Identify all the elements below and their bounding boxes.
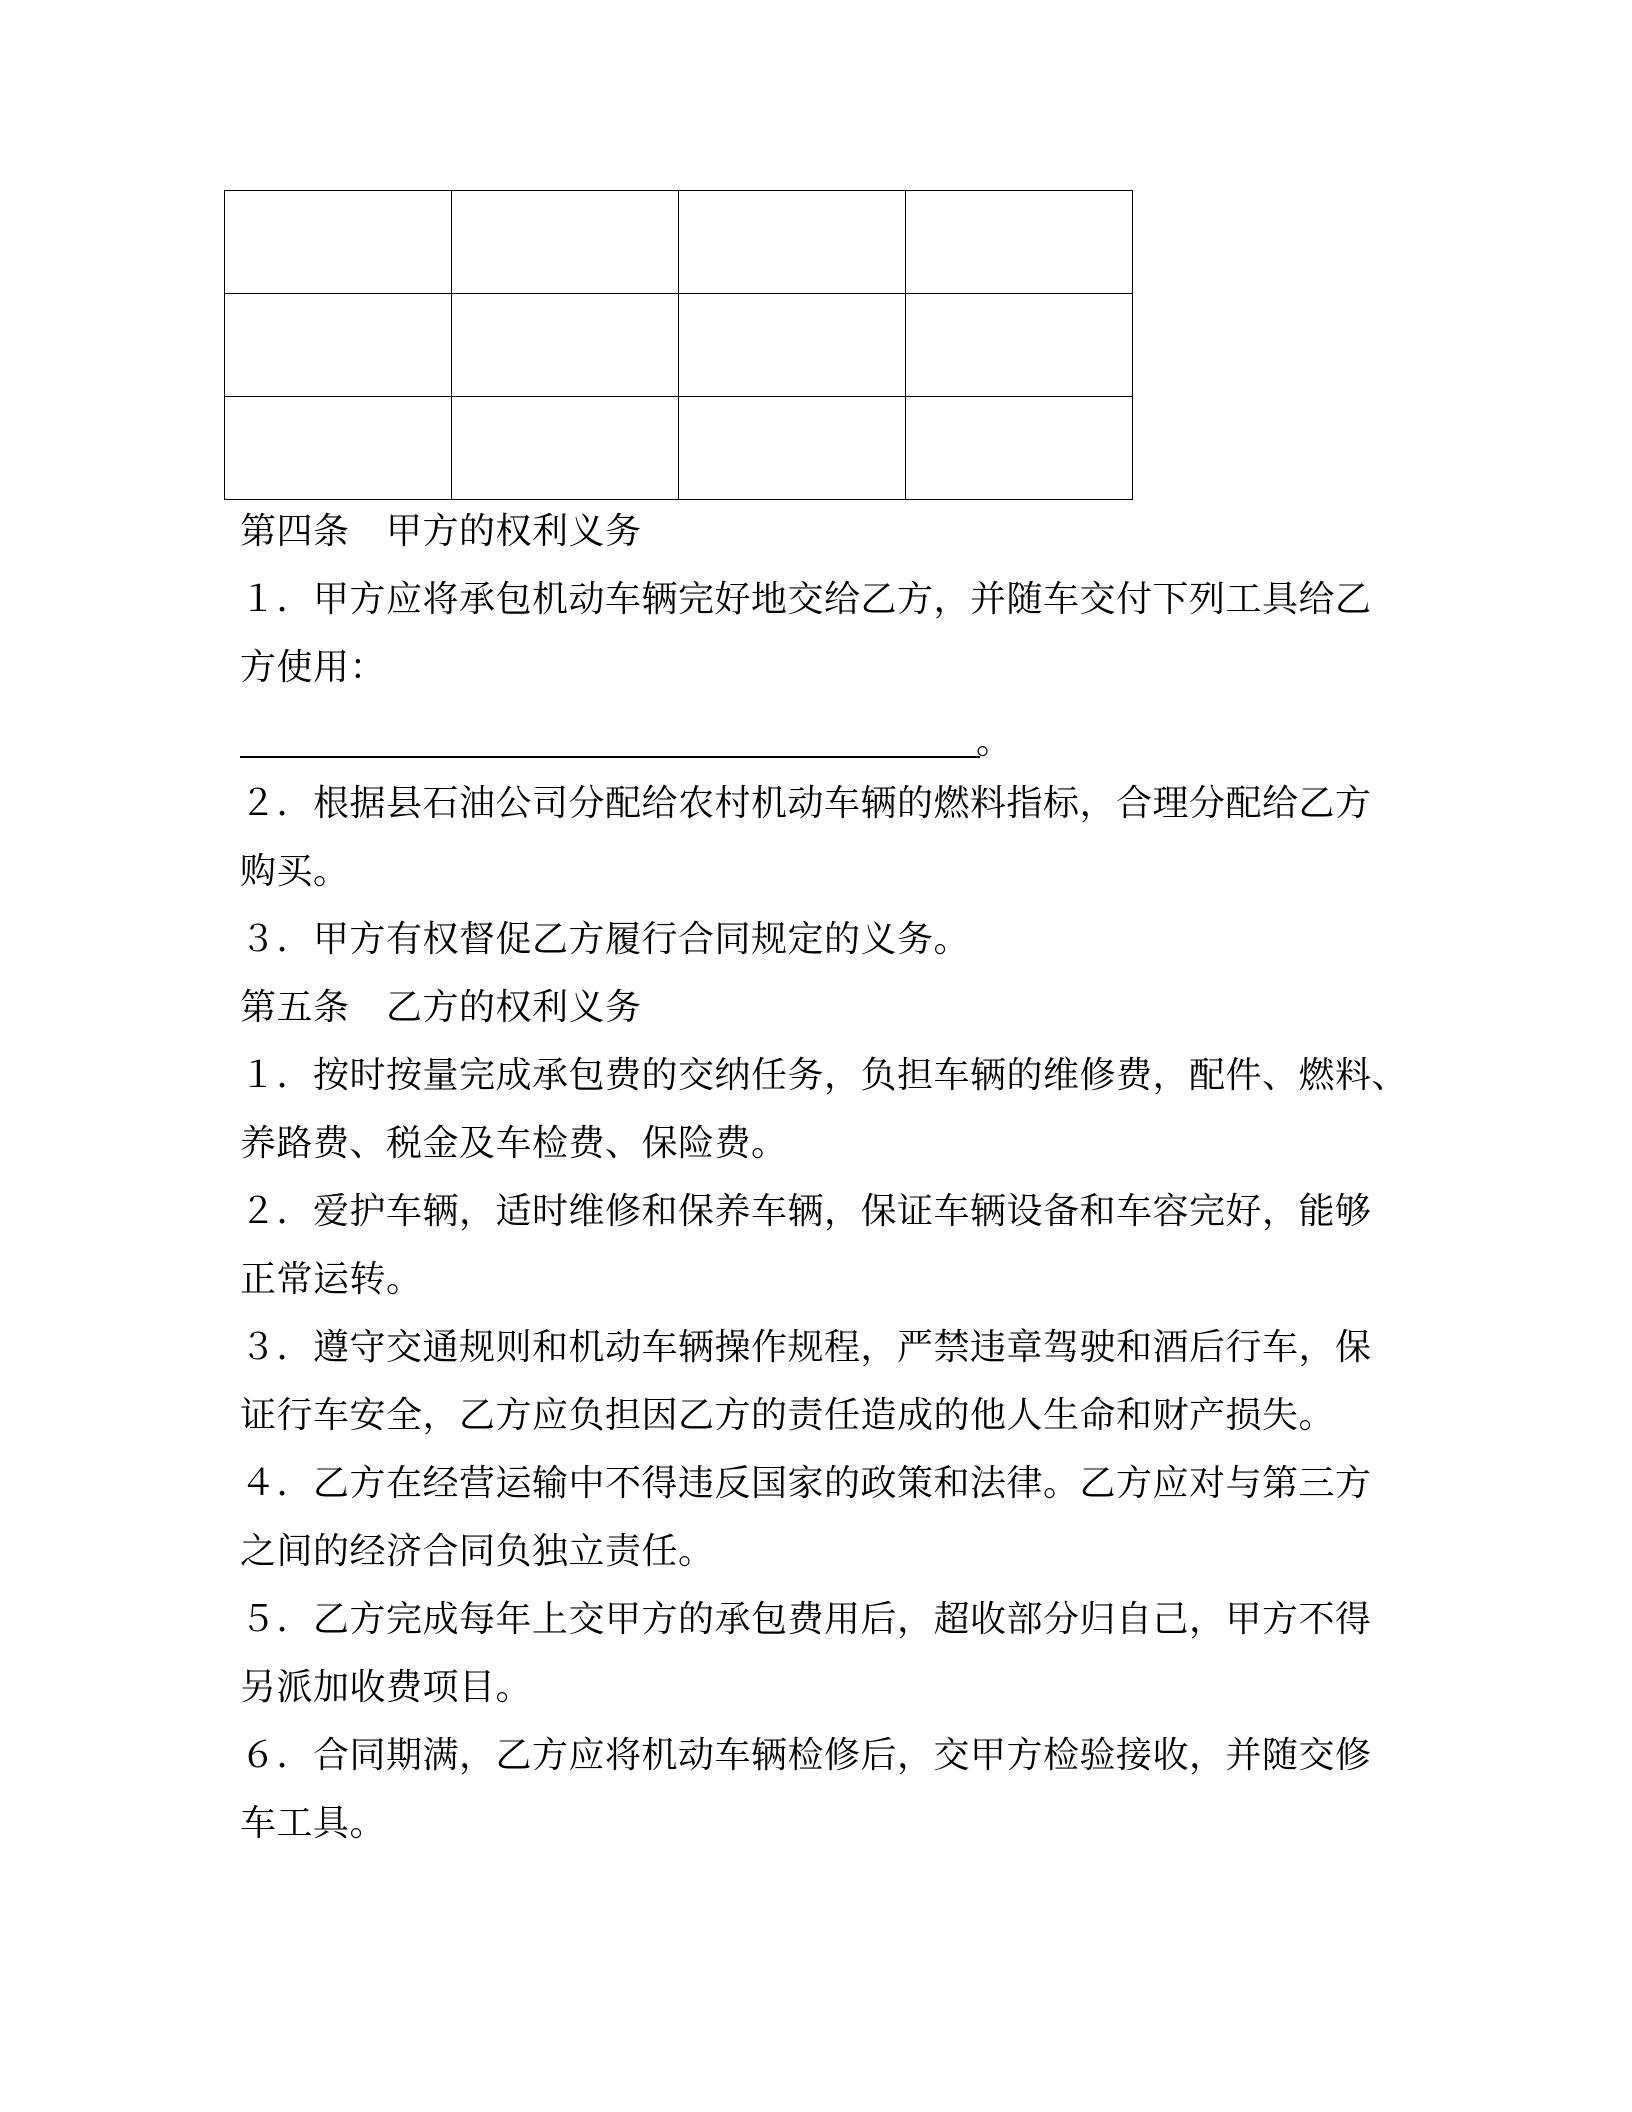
article4-item1-line2: 方使用： (240, 647, 387, 688)
article5-item2-line2: 正常运转。 (240, 1259, 423, 1300)
article4-item1-line1: １．甲方应将承包机动车辆完好地交给乙方，并随车交付下列工具给乙 (240, 579, 1372, 620)
table-cell (906, 294, 1133, 397)
article5-item1-line2: 养路费、税金及车检费、保险费。 (240, 1123, 788, 1164)
blank-period: 。 (976, 721, 1013, 762)
article5-item4-line2: 之间的经济合同负独立责任。 (240, 1531, 715, 1572)
article5-item3-line1: ３．遵守交通规则和机动车辆操作规程，严禁违章驾驶和酒后行车，保 (240, 1327, 1372, 1368)
document-body (240, 498, 1409, 1858)
article5-item5-line1: ５．乙方完成每年上交甲方的承包费用后，超收部分归自己，甲方不得 (240, 1599, 1372, 1640)
article4-item2-line1: ２．根据县石油公司分配给农村机动车辆的燃料指标，合理分配给乙方 (240, 783, 1372, 824)
article5-item6-line1: ６．合同期满，乙方应将机动车辆检修后，交甲方检验接收，并随交修 (240, 1735, 1372, 1776)
article5-item3-line2: 证行车安全，乙方应负担因乙方的责任造成的他人生命和财产损失。 (240, 1395, 1336, 1436)
table-row (225, 191, 1133, 294)
table-row (225, 397, 1133, 500)
table-cell (679, 397, 906, 500)
table-cell (452, 397, 679, 500)
article4-item3-line1: ３．甲方有权督促乙方履行合同规定的义务。 (240, 919, 971, 960)
fill-in-blank (240, 702, 1390, 770)
table-cell (452, 294, 679, 397)
article5-item5-line2: 另派加收费项目。 (240, 1667, 533, 1708)
article5-item6-line2: 车工具。 (240, 1803, 387, 1844)
table-cell (225, 294, 452, 397)
table-cell (225, 191, 452, 294)
table-cell (906, 397, 1133, 500)
table-cell (452, 191, 679, 294)
article5-item2-line1: ２．爱护车辆，适时维修和保养车辆，保证车辆设备和车容完好，能够 (240, 1191, 1372, 1232)
blank-table (224, 190, 1133, 500)
article5-item4-line1: ４．乙方在经营运输中不得违反国家的政策和法律。乙方应对与第三方 (240, 1463, 1372, 1504)
table-row (225, 294, 1133, 397)
table-cell (679, 294, 906, 397)
blank-underline (240, 756, 980, 758)
table-cell (906, 191, 1133, 294)
article5-item1-line1: １．按时按量完成承包费的交纳任务，负担车辆的维修费，配件、燃料、 (240, 1055, 1409, 1096)
article4-heading: 第四条 甲方的权利义务 (240, 511, 642, 552)
article5-heading: 第五条 乙方的权利义务 (240, 987, 642, 1028)
article4-item2-line2: 购买。 (240, 851, 350, 892)
table-cell (225, 397, 452, 500)
table-cell (679, 191, 906, 294)
